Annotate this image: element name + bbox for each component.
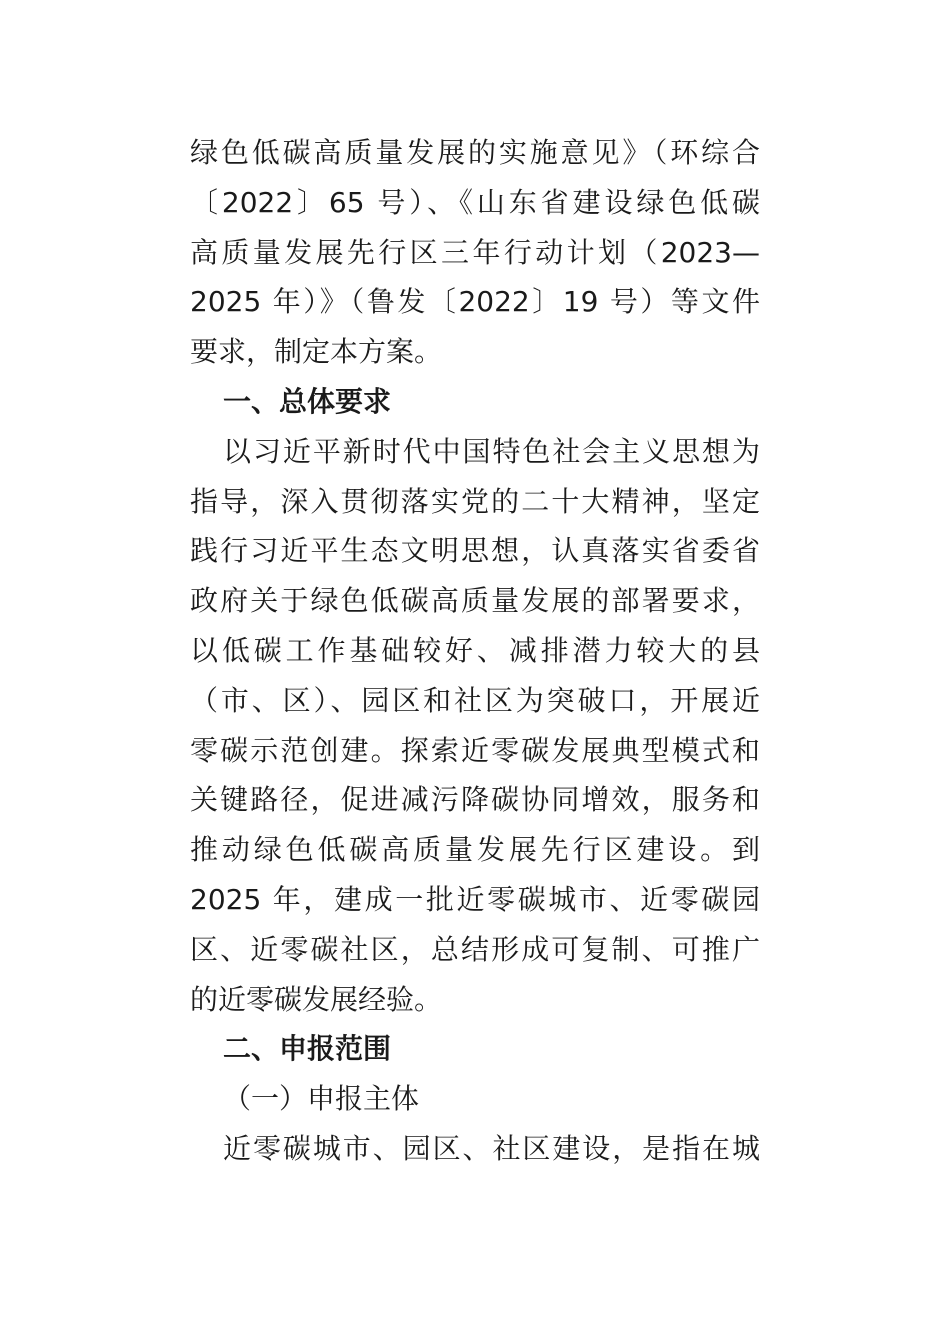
paragraph	[190, 128, 760, 377]
text-line: 近零碳城市、园区、社区建设，是指在城	[223, 1131, 760, 1165]
text-line: 二、申报范围	[223, 1032, 392, 1066]
text-line: （一）申报主体	[223, 1082, 420, 1116]
text-line: 推动绿色低碳高质量发展先行区建设。到	[190, 833, 760, 867]
text-line: 践行习近平生态文明思想，认真落实省委省	[190, 534, 760, 568]
text-line: 以习近平新时代中国特色社会主义思想为	[223, 434, 760, 468]
paragraph	[190, 427, 760, 1025]
text-line: 高质量发展先行区三年行动计划（2023—	[190, 235, 760, 269]
sub-heading	[190, 1074, 760, 1124]
section-heading	[190, 377, 760, 427]
text-line: 2025 年，建成一批近零碳城市、近零碳园	[190, 882, 760, 916]
text-line: 指导，深入贯彻落实党的二十大精神，坚定	[190, 484, 760, 518]
text-line: 政府关于绿色低碳高质量发展的部署要求，	[190, 584, 760, 618]
text-line: （市、区）、园区和社区为突破口，开展近	[190, 683, 760, 717]
document-body	[190, 128, 760, 1174]
text-line: 以低碳工作基础较好、减排潜力较大的县	[190, 633, 760, 667]
text-line: 区、近零碳社区，总结形成可复制、可推广	[190, 932, 760, 966]
text-line: 要求，制定本方案。	[190, 335, 443, 369]
text-line: 关键路径，促进减污降碳协同增效，服务和	[190, 783, 760, 817]
text-line: 零碳示范创建。探索近零碳发展典型模式和	[190, 733, 760, 767]
paragraph	[190, 1124, 760, 1174]
text-line: 2025 年）》（鲁发〔2022〕19 号）等文件	[190, 285, 760, 319]
section-heading	[190, 1024, 760, 1074]
text-line: 一、总体要求	[223, 384, 392, 418]
text-line: 〔2022〕65 号）、《山东省建设绿色低碳	[190, 185, 760, 219]
text-line: 的近零碳发展经验。	[190, 982, 443, 1016]
text-line: 绿色低碳高质量发展的实施意见》（环综合	[190, 136, 760, 169]
